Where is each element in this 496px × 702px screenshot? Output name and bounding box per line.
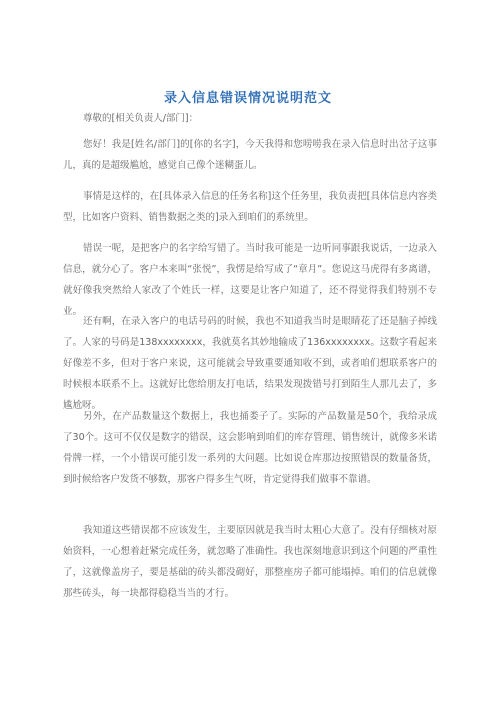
paragraph-task-context: 事情是这样的，在[具体录入信息的任务名称]这个任务里，我负责把[具体信息内容类型，比如客户资料、销售数据之类的]录入到咱们的系统里。 xyxy=(63,191,437,223)
paragraph-error-name: 错误一呢，是把客户的名字给写错了。当时我可能是一边听同事跟我说话，一边录入信息，就分心了。客户本来叫“张悦”，我愣是给写成了“章月”。您说这马虎得有多离谱，就好像我突然给人家改了个姓氏一样，这要是让客户知道了，还不得觉得我们特别不专业。 xyxy=(63,243,437,317)
paragraph-greeting: 您好！我是[姓名/部门]的[你的名字]，今天我得和您唠唠我在录入信息时出岔子这事儿，真的是超级尴尬，感觉自己像个迷糊蛋儿。 xyxy=(63,139,437,171)
paragraph-error-quantity: 另外，在产品数量这个数据上，我也捅娄子了。实际的产品数量是50个，我给录成了30个。这可不仅仅是数字的错误，这会影响到咱们的库存管理、销售统计，就像多米诺骨牌一样，一个小错误可能引发一系列的大问题。比如说仓库那边按照错误的数量备货，到时候给客户发货不够数，那客户得多生气呀，肯定觉得我们做事不靠谱。 xyxy=(63,411,437,485)
paragraph-cause: 我知道这些错误都不应该发生，主要原因就是我当时太粗心大意了。没有仔细核对原始资料，一心想着赶紧完成任务，就忽略了准确性。我也深刻地意识到这个问题的严重性了，这就像盖房子，要是基础的砖头都没砌好，那整座房子都可能塌掉。咱们的信息就像那些砖头，每一块都得稳稳当当的才行。 xyxy=(63,525,437,599)
document-title: 录入信息错误情况说明范文 xyxy=(163,91,332,106)
salutation: 尊敬的[相关负责人/部门]： xyxy=(83,113,199,124)
paragraph-error-phone: 还有啊，在录入客户的电话号码的时候，我也不知道我当时是眼睛花了还是脑子掉线了。人家的号码是138xxxxxxxx，我就莫名其妙地输成了136xxxxxxxx。这数字看起来好像差不多，但对于客户来说，这可能就会导致重要通知收不到，或者咱们想联系客户的时候根本联系不上。这就好比您给朋友打电话，结果发现拨错号打到陌生人那儿去了，多尴尬呀。 xyxy=(63,316,437,411)
